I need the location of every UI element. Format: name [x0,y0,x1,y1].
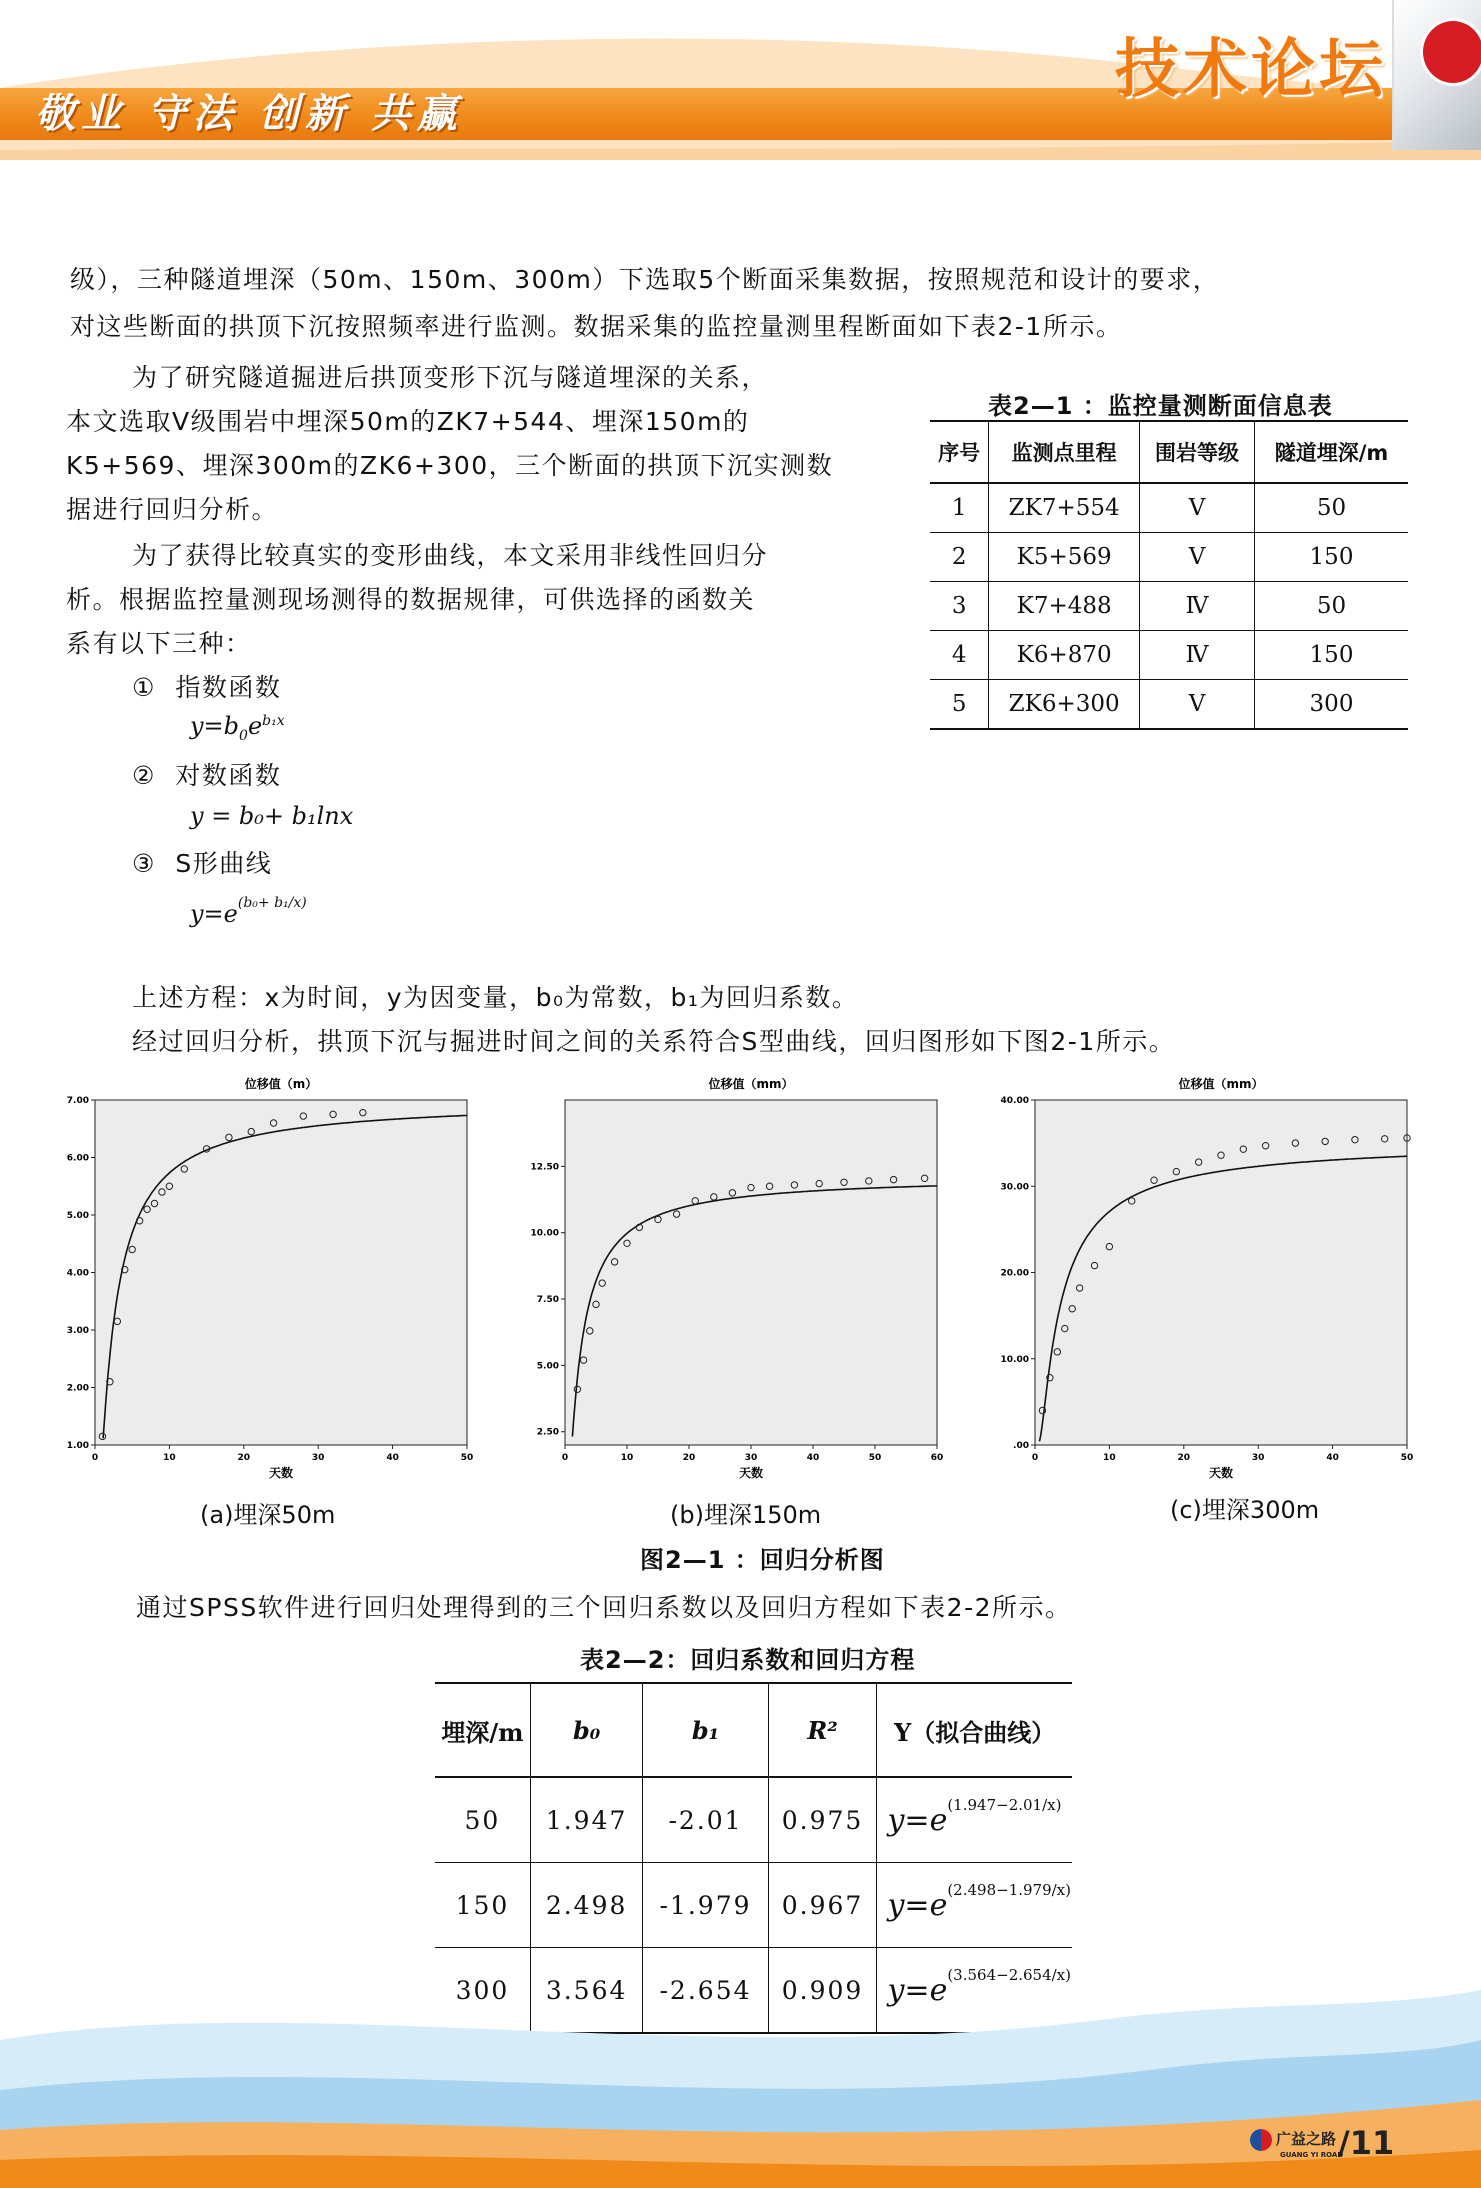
para1-line-1: 为了研究隧道掘进后拱顶变形下沉与隧道埋深的关系， [132,363,769,392]
table-row [930,680,1408,730]
x-tick-label: 20 [237,1453,251,1463]
x-tick-label: 40 [806,1453,820,1463]
x-tick-label: 30 [744,1453,758,1463]
table1-header: 隧道埋深/m [1255,421,1408,483]
x-tick-label: 10 [1103,1453,1116,1463]
table2-cell: 150 [435,1863,530,1948]
table1-cell: V [1140,680,1255,730]
table1-cell: 300 [1255,680,1408,730]
table1-cell: V [1140,483,1255,533]
table2-cell: -2.01 [643,1777,768,1863]
desc-line-2: 经过回归分析，拱顶下沉与掘进时间之间的关系符合S型曲线，回归图形如下图2-1所示。 [132,1027,1176,1056]
x-tick-label: 40 [1326,1453,1339,1463]
table1-header: 围岩等级 [1140,421,1255,483]
y-tick-label: 10.00 [530,1228,559,1239]
x-tick-label: 40 [386,1453,399,1463]
chart-title: 位移值（mm） [1178,1077,1264,1091]
subcaption-b: (b)埋深150m [670,1501,822,1529]
page-number: /11 [1338,2124,1395,2162]
x-tick-label: 0 [561,1453,569,1463]
x-tick-label: 50 [868,1453,882,1463]
y-tick-label: 3.00 [66,1326,89,1336]
header-motto: 敬业 守法 创新 共赢 [35,90,463,137]
section-title: 技术论坛 [1115,32,1387,107]
x-tick-label: 10 [163,1453,176,1463]
table2-caption: 表2—2：回归系数和回归方程 [580,1646,916,1674]
table1-cell: 150 [1255,631,1408,680]
y-tick-label: 2.50 [536,1427,559,1438]
y-tick-label: 20.00 [1000,1268,1029,1279]
header-corner-graphic [1392,0,1481,150]
y-tick-label: 5.00 [536,1361,559,1372]
spss-line: 通过SPSS软件进行回归处理得到的三个回归系数以及回归方程如下表2-2所示。 [136,1593,1072,1622]
table2-header: b₀ [530,1683,642,1777]
chart-title: 位移值（mm） [708,1077,794,1091]
logo-swirl-icon [1250,2129,1272,2151]
table1-cell: Ⅳ [1140,631,1255,680]
subcaption-a: (a)埋深50m [200,1501,336,1529]
table2-cell: 50 [435,1777,530,1863]
func1-marker: ① [132,673,156,702]
x-tick-label: 30 [1251,1453,1265,1463]
table1-cell: 150 [1255,533,1408,582]
table-monitoring-sections [930,420,1408,730]
intro-line-2: 对这些断面的拱顶下沉按照频率进行监测。数据采集的监控量测里程断面如下表2-1所示。 [70,312,1123,341]
x-tick-label: 20 [1177,1453,1191,1463]
para2-line-2: 析。根据监控量测现场测得的数据规律，可供选择的函数关 [66,585,756,614]
table2-cell: 0.967 [768,1863,877,1948]
y-tick-label: 7.00 [66,1096,89,1106]
y-tick-label: 1.00 [66,1441,89,1451]
y-tick-label: 4.00 [66,1268,89,1279]
desc-line-1: 上述方程：x为时间，y为因变量，b₀为常数，b₁为回归系数。 [132,983,859,1012]
table-row [435,1777,1072,1863]
formula-s-curve: $y=e^{(b_0+ b_1/x)}$ [190,895,307,928]
table1-cell: 3 [930,582,989,631]
table1-cell: ZK6+300 [989,680,1140,730]
table1-cell: K6+870 [989,631,1140,680]
y-tick-label: 10.00 [1000,1354,1029,1365]
func2-label [132,754,281,798]
y-tick-label: 5.00 [66,1211,89,1221]
table1-cell: K5+569 [989,533,1140,582]
footer-logo: 广益之路 GUANG YI ROAD [1250,2128,1343,2159]
table-row [930,631,1408,680]
table1-header: 序号 [930,421,989,483]
table2-equation: $y=e^{(3.564-2.654/x)}$ [877,1948,1072,2034]
y-tick-label: 30.00 [1000,1182,1029,1193]
regression-chart-300m [990,1070,1420,1500]
table2-equation: $y=e^{(2.498-1.979/x)}$ [877,1863,1072,1948]
table1-cell: ZK7+554 [989,483,1140,533]
table-row [930,533,1408,582]
table2-cell: -2.654 [643,1948,768,2034]
x-tick-label: 10 [620,1453,634,1463]
table2-header: R² [768,1683,877,1777]
table1-cell: Ⅳ [1140,582,1255,631]
x-axis-label: 天数 [1208,1466,1234,1480]
x-tick-label: 20 [682,1453,696,1463]
table2-header: Y（拟合曲线） [877,1683,1072,1777]
formula-logarithmic: y = b₀+ b₁lnx [190,802,354,830]
y-tick-label: 6.00 [66,1153,89,1164]
table-row [435,1863,1072,1948]
table2-cell: 1.947 [530,1777,642,1863]
func1-name: 指数函数 [175,673,282,702]
func2-marker: ② [132,761,156,790]
para1-line-2: 本文选取V级围岩中埋深50m的ZK7+544、埋深150m的 [66,407,750,436]
y-tick-label: .00 [1013,1441,1029,1451]
table2-header: 埋深/m [435,1683,530,1777]
table1-cell: 5 [930,680,989,730]
x-axis-label: 天数 [738,1466,764,1480]
table2-cell: 2.498 [530,1863,642,1948]
func2-name: 对数函数 [175,761,282,790]
table2-cell: 3.564 [530,1948,642,2034]
para2-line-3: 系有以下三种： [66,629,252,658]
table1-cell: 2 [930,533,989,582]
func3-name: S形曲线 [175,849,273,878]
regression-chart-50m [50,1070,480,1500]
subcaption-c: (c)埋深300m [1170,1496,1320,1524]
red-disc-icon [1420,18,1481,86]
table2-cell: 0.975 [768,1777,877,1863]
y-tick-label: 7.50 [536,1295,559,1306]
table1-caption: 表2—1 ：监控量测断面信息表 [988,392,1333,420]
table2-cell: -1.979 [643,1863,768,1948]
x-tick-label: 60 [930,1453,944,1463]
table2-header: b₁ [643,1683,768,1777]
table1-cell: K7+488 [989,582,1140,631]
y-tick-label: 2.00 [66,1383,89,1394]
x-tick-label: 30 [311,1453,325,1463]
table-row [930,483,1408,533]
table1-cell: 50 [1255,582,1408,631]
x-tick-label: 0 [91,1453,99,1463]
regression-chart-150m [520,1070,950,1500]
func3-marker: ③ [132,849,156,878]
y-tick-label: 12.50 [530,1162,559,1173]
formula-exponential: $y=b_0e^{b_1x}$ [190,712,285,744]
table1-cell: 4 [930,631,989,680]
figure-caption: 图2—1 ：回归分析图 [640,1546,885,1574]
plot-area [95,1100,467,1445]
x-tick-label: 0 [1031,1453,1039,1463]
table2-cell: 0.909 [768,1948,877,2034]
para1-line-3: K5+569、埋深300m的ZK6+300，三个断面的拱顶下沉实测数 [66,451,834,480]
table2-equation: $y=e^{(1.947-2.01/x)}$ [877,1777,1072,1863]
func3-label [132,842,272,886]
table2-cell: 300 [435,1948,530,2034]
plot-area [565,1100,937,1445]
table1-cell: 1 [930,483,989,533]
chart-title: 位移值（m） [244,1077,318,1091]
para1-line-4: 据进行回归分析。 [66,495,279,524]
y-tick-label: 40.00 [1000,1096,1029,1106]
x-tick-label: 50 [460,1453,474,1463]
table1-header: 监测点里程 [989,421,1140,483]
x-axis-label: 天数 [268,1466,294,1480]
func1-label [132,666,281,710]
table-row [930,582,1408,631]
table1-cell: 50 [1255,483,1408,533]
x-tick-label: 50 [1400,1453,1414,1463]
intro-line-1: 级），三种隧道埋深（50m、150m、300m）下选取5个断面采集数据，按照规范和设计的要求， [70,265,1220,294]
table1-cell: V [1140,533,1255,582]
para2-line-1: 为了获得比较真实的变形曲线，本文采用非线性回归分 [132,541,769,570]
